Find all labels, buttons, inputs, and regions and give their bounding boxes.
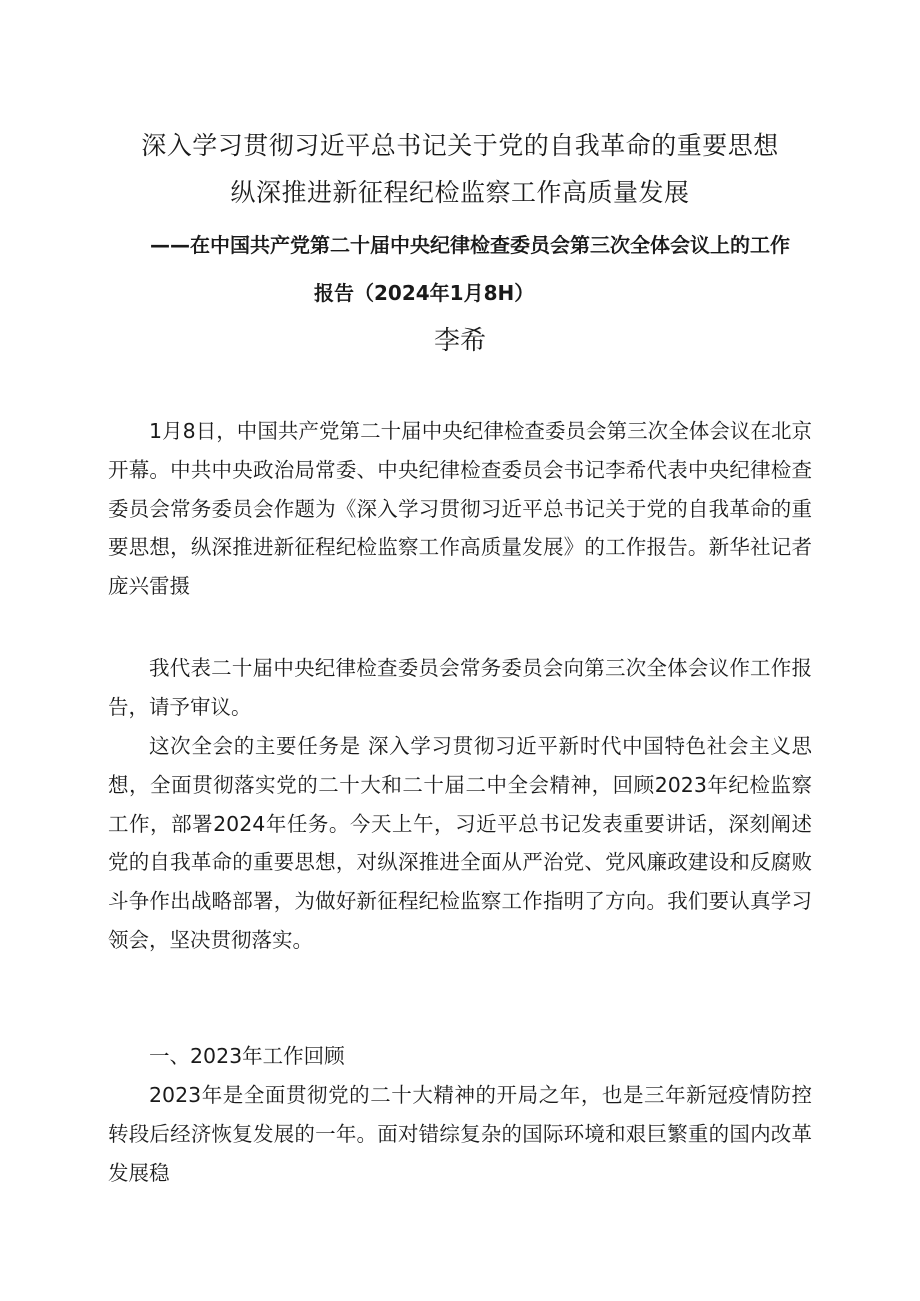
section-heading-block [108,1037,812,1076]
author-name: 李希 [433,326,486,356]
body-paragraph: 1月8日，中国共产党第二十届中央纪律检查委员会第三次全体会议在北京开幕。中共中央政治局常委、中央纪律检查委员会书记李希代表中央纪律检查委员会常务委员会作题为《深入学习贯彻习近平总书记关于党的自我革命的重要思想，纵深推进新征程纪检监察工作高质量发展》的工作报告。新华社记者庞兴雷摄 [108,419,812,599]
body-paragraph: 我代表二十届中央纪律检查委员会常务委员会向第三次全体会议作工作报告，请予审议。 [108,656,812,719]
body-paragraph: 2023年是全面贯彻党的二十大精神的开局之年，也是三年新冠疫情防控转段后经济恢复发展的一年。面对错综复杂的国际环境和艰巨繁重的国内改革发展稳 [108,1083,812,1185]
document-subtitle-line-1: ——在中国共产党第二十届中央纪律检查委员会第三次全体会议上的工作 [150,233,790,257]
document-title-line-2: 纵深推进新征程纪检监察工作高质量发展 [230,178,690,207]
document-title-line-1: 深入学习贯彻习近平总书记关于党的自我革命的重要思想 [141,131,779,160]
body-paragraph-3-block [108,727,812,960]
body-paragraph-4-block [108,1076,812,1192]
body-paragraph-2-block [108,649,812,727]
body-paragraph-1-block [108,412,812,606]
document-subtitle-line-2: 报告（2024年1月8H） [314,281,535,305]
section-heading: 一、2023年工作回顾 [149,1044,345,1068]
body-paragraph: 这次全会的主要任务是 深入学习贯彻习近平新时代中国特色社会主义思想，全面贯彻落实党的二十大和二十届二中全会精神，回顾2023年纪检监察工作，部署2024年任务。今天上午，习近平总书记发表重要讲话，深刻阐述党的自我革命的重要思想，对纵深推进全面从严治党、党风廉政建设和反腐败斗争作出战略部署，为做好新征程纪检监察工作指明了方向。我们要认真学习领会，坚决贯彻落实。 [108,734,812,952]
